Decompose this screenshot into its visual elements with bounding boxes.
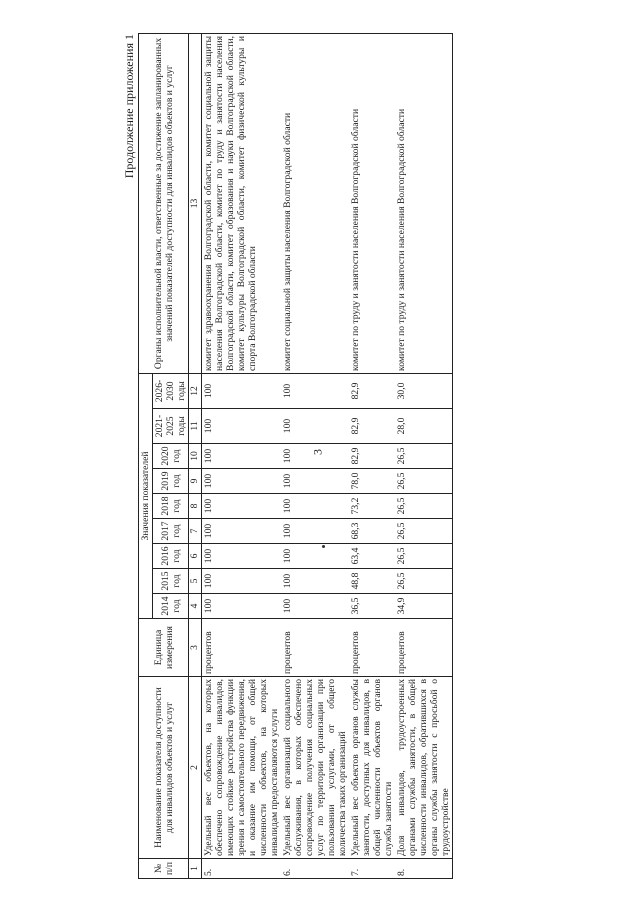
row-value: 48,8 <box>349 569 395 594</box>
row-value: 36,5 <box>349 594 395 619</box>
row-value: 100 <box>281 469 349 494</box>
row-value: 100 <box>281 494 349 519</box>
table-body <box>202 33 453 878</box>
row-num: 6. <box>281 859 349 879</box>
row-value: 100 <box>202 544 282 569</box>
row-value: 100 <box>202 594 282 619</box>
column-number-row <box>189 33 202 878</box>
row-value: 26,5 <box>395 469 453 494</box>
row-value: 82,9 <box>349 373 395 408</box>
row-value: 78,0 <box>349 469 395 494</box>
header-year: 2026-2030 годы <box>153 373 189 408</box>
row-unit: процентов <box>202 619 282 677</box>
header-year: 2018 год <box>153 494 189 519</box>
row-value: 26,5 <box>395 544 453 569</box>
row-value: 100 <box>202 444 282 469</box>
column-number: 12 <box>189 373 202 408</box>
row-value: 34,9 <box>395 594 453 619</box>
header-unit: Единица измерения <box>139 619 189 677</box>
row-value: 82,9 <box>349 444 395 469</box>
row-value: 100 <box>202 494 282 519</box>
row-name: Удельный вес организаций социального обслуживания, в которых обеспечено сопровождение получения социальных услуг по территории организации при пользовании услугами, от общего количества таких организаций <box>281 677 349 859</box>
row-unit: процентов <box>349 619 395 677</box>
row-responsible: комитет по труду и занятости населения Волгоградской области <box>349 33 395 373</box>
row-responsible: комитет здравоохранения Волгоградской области, комитет социальной защиты населения Волгоградской области, комитет по труду и занятости населения Волгоградской области, комитет образования и науки Волгоградской области, комитет культуры Волгоградской области, комитет физической культуры и спорта Волгоградской области <box>202 33 282 373</box>
table-row <box>202 33 282 878</box>
row-value: 100 <box>281 569 349 594</box>
row-value: 100 <box>281 409 349 444</box>
row-value: 82,9 <box>349 409 395 444</box>
table-row <box>395 33 453 878</box>
column-number: 10 <box>189 444 202 469</box>
header-year: 2017 год <box>153 519 189 544</box>
header-year: 2015 год <box>153 569 189 594</box>
column-number-row-group <box>189 33 202 878</box>
column-number: 8 <box>189 494 202 519</box>
row-value: 100 <box>202 569 282 594</box>
header-values-group: Значения показателей <box>139 373 153 618</box>
column-number: 5 <box>189 569 202 594</box>
row-value: 30,0 <box>395 373 453 408</box>
column-number: 13 <box>189 33 202 373</box>
row-responsible: комитет по труду и занятости населения Волгоградской области <box>395 33 453 373</box>
row-value: 100 <box>281 594 349 619</box>
row-num: 7. <box>349 859 395 879</box>
page-number: 3 <box>310 449 325 455</box>
header-year: 2021-2025 годы <box>153 409 189 444</box>
column-number: 9 <box>189 469 202 494</box>
header-num: № п/п <box>139 859 189 879</box>
row-value: 26,5 <box>395 444 453 469</box>
row-value: 100 <box>202 519 282 544</box>
row-responsible: комитет социальной защиты населения Волгоградской области <box>281 33 349 373</box>
row-value: 100 <box>202 469 282 494</box>
row-num: 8. <box>395 859 453 879</box>
column-number: 6 <box>189 544 202 569</box>
row-name: Удельный вес объектов органов службы занятости, доступных для инвалидов, в общей численности объектов органов службы занятости <box>349 677 395 859</box>
table-header <box>139 33 189 878</box>
header-responsible: Органы исполнительной власти, ответственные за достижение запланированных значений показателей доступности для инвалидов объектов и услуг <box>139 33 189 373</box>
rotated-page-content <box>122 34 453 879</box>
row-unit: процентов <box>395 619 453 677</box>
column-number: 4 <box>189 594 202 619</box>
row-value: 100 <box>281 519 349 544</box>
row-value: 100 <box>281 373 349 408</box>
row-value: 73,2 <box>349 494 395 519</box>
column-number: 1 <box>189 859 202 879</box>
row-value: 100 <box>281 444 349 469</box>
table-row <box>349 33 395 878</box>
row-value: 63,4 <box>349 544 395 569</box>
row-name: Доля инвалидов, трудоустроенных органами службы занятости, в общей численности инвалидов, обратившихся в органы службы занятости с просьбой о трудоустройстве <box>395 677 453 859</box>
row-value: 100 <box>202 409 282 444</box>
row-value: 100 <box>281 544 349 569</box>
row-name: Удельный вес объектов, на которых обеспечено сопровождение инвалидов, имеющих стойкие расстройства функции зрения и самостоятельного передвижения, и оказание им помощи, от общей численности объектов, на которых инвалидам предоставляются услуги <box>202 677 282 859</box>
row-value: 28,0 <box>395 409 453 444</box>
header-name: Наименование показателя доступности для инвалидов объектов и услуг <box>139 677 189 859</box>
row-unit: процентов <box>281 619 349 677</box>
row-value: 26,5 <box>395 494 453 519</box>
column-number: 3 <box>189 619 202 677</box>
header-year: 2014 год <box>153 594 189 619</box>
column-number: 7 <box>189 519 202 544</box>
table-row <box>281 33 349 878</box>
row-value: 100 <box>202 373 282 408</box>
header-year: 2019 год <box>153 469 189 494</box>
header-year: 2020 год <box>153 444 189 469</box>
column-number: 2 <box>189 677 202 859</box>
row-num: 5. <box>202 859 282 879</box>
column-number: 11 <box>189 409 202 444</box>
row-value: 26,5 <box>395 519 453 544</box>
row-value: 68,3 <box>349 519 395 544</box>
appendix-note: Продолжение приложения 1 <box>122 34 136 179</box>
indicators-table <box>138 33 453 879</box>
row-value: 26,5 <box>395 569 453 594</box>
header-year: 2016 год <box>153 544 189 569</box>
